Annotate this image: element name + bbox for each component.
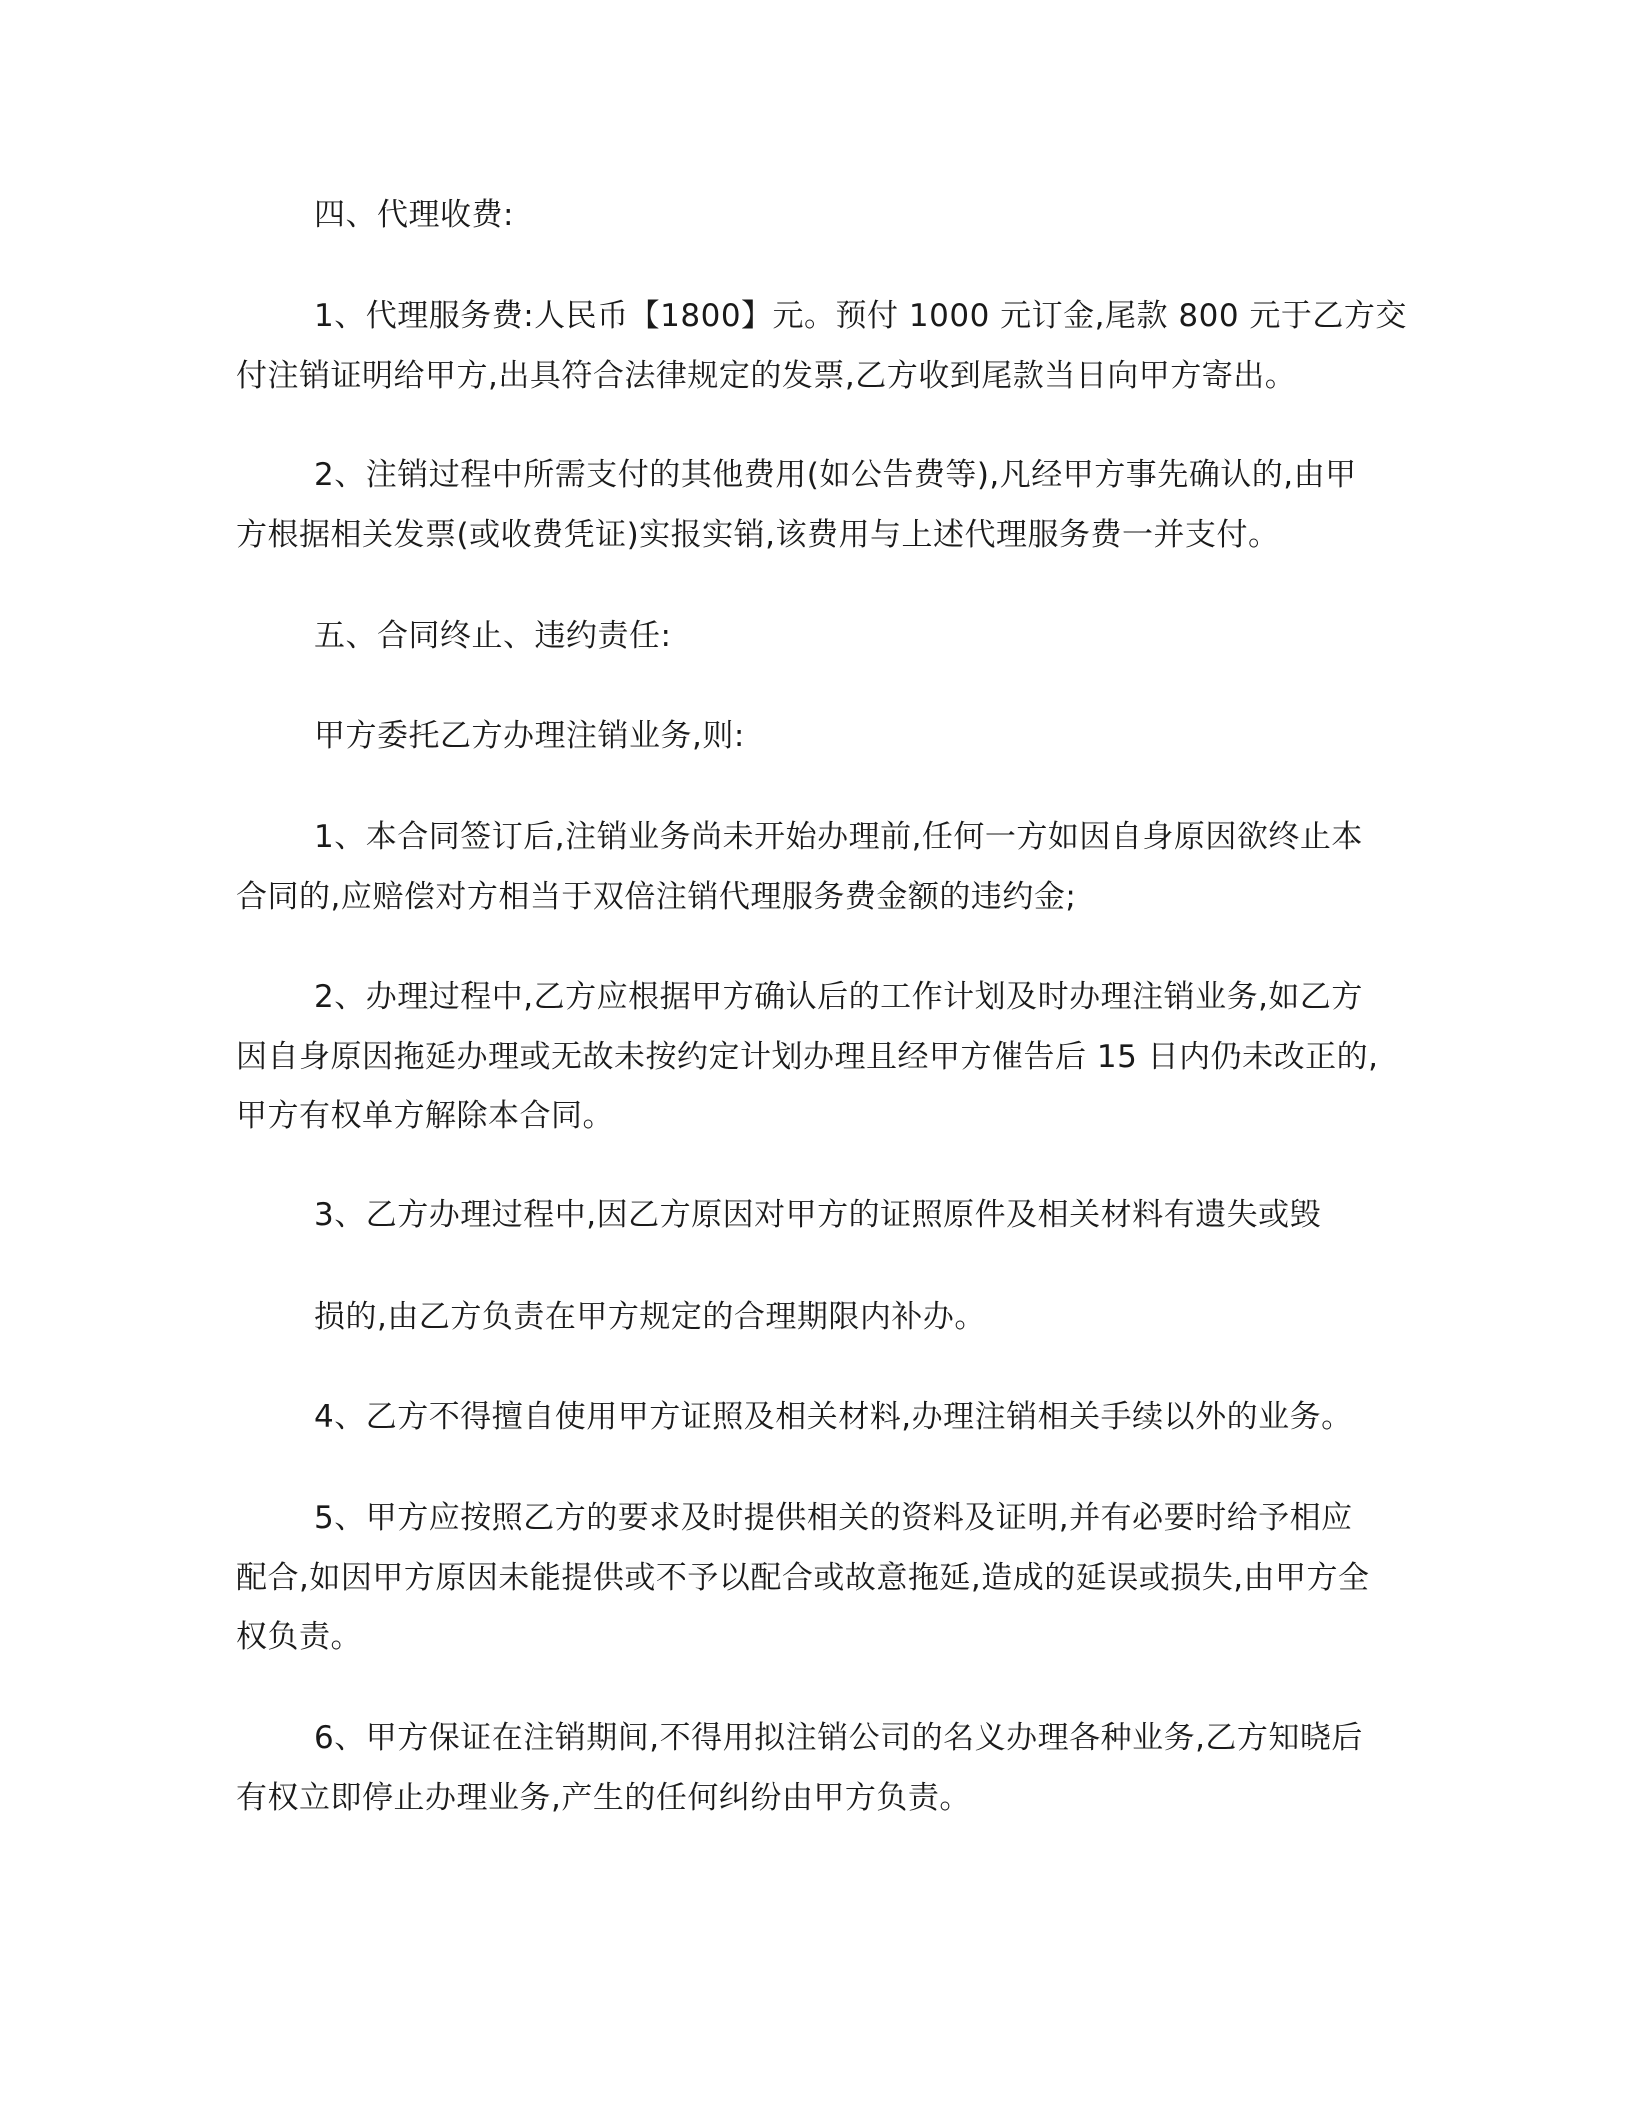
paragraph-line: 付注销证明给甲方,出具符合法律规定的发票,乙方收到尾款当日向甲方寄出。 [236, 358, 1297, 394]
paragraph-line: 合同的,应赔偿对方相当于双倍注销代理服务费金额的违约金; [236, 879, 1077, 915]
paragraph-line: 1、代理服务费:人民币【1800】元。预付 1000 元订金,尾款 800 元于乙方交 [314, 298, 1407, 334]
section-4-heading: 四、代理收费: [314, 197, 514, 233]
paragraph-line: 甲方委托乙方办理注销业务,则: [314, 718, 745, 754]
paragraph-line: 甲方有权单方解除本合同。 [236, 1098, 614, 1134]
paragraph-line: 2、注销过程中所需支付的其他费用(如公告费等),凡经甲方事先确认的,由甲 [314, 457, 1357, 493]
section-5-heading: 五、合同终止、违约责任: [314, 618, 672, 654]
paragraph-line: 方根据相关发票(或收费凭证)实报实销,该费用与上述代理服务费一并支付。 [236, 517, 1280, 553]
paragraph-line: 权负责。 [236, 1619, 362, 1655]
paragraph-line: 3、乙方办理过程中,因乙方原因对甲方的证照原件及相关材料有遗失或毁 [314, 1197, 1322, 1233]
paragraph-line: 6、甲方保证在注销期间,不得用拟注销公司的名义办理各种业务,乙方知晓后 [314, 1720, 1363, 1756]
paragraph-line: 配合,如因甲方原因未能提供或不予以配合或故意拖延,造成的延误或损失,由甲方全 [236, 1560, 1370, 1596]
paragraph-line: 2、办理过程中,乙方应根据甲方确认后的工作计划及时办理注销业务,如乙方 [314, 979, 1363, 1015]
paragraph-line: 5、甲方应按照乙方的要求及时提供相关的资料及证明,并有必要时给予相应 [314, 1500, 1353, 1536]
paragraph-line: 1、本合同签订后,注销业务尚未开始办理前,任何一方如因自身原因欲终止本 [314, 819, 1363, 855]
paragraph-line: 因自身原因拖延办理或无故未按约定计划办理且经甲方催告后 15 日内仍未改正的, [236, 1039, 1379, 1075]
paragraph-line: 4、乙方不得擅自使用甲方证照及相关材料,办理注销相关手续以外的业务。 [314, 1399, 1353, 1435]
paragraph-line: 损的,由乙方负责在甲方规定的合理期限内补办。 [314, 1299, 986, 1335]
paragraph-line: 有权立即停止办理业务,产生的任何纠纷由甲方负责。 [236, 1780, 971, 1816]
